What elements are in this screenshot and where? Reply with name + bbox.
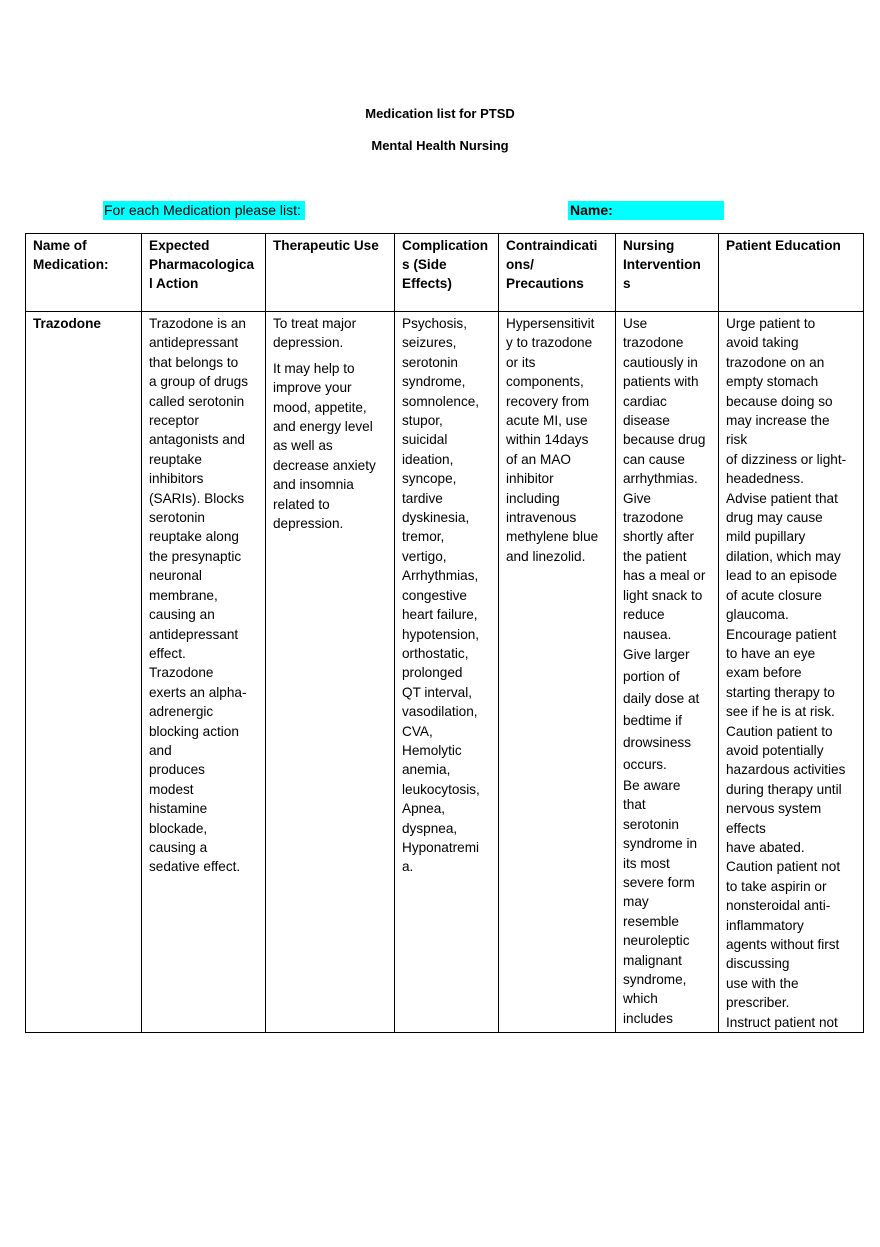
name-field-highlight[interactable] [568, 201, 724, 220]
nursing-paragraph-3: Be aware that serotonin syndrome in its most severe form may resemble neuroleptic malignant syndrome, which includes [623, 777, 698, 1026]
header-medication-name: Name of Medication: [26, 234, 142, 312]
cell-contraindications: Hypersensitivit y to trazodone or its components, recovery from acute MI, use within 14days of an MAO inhibitor including intravenous methylene blue and linezolid. [499, 312, 616, 1033]
nursing-paragraph-1: Use trazodone cautiously in patients with cardiac disease because drug can cause arrhythmias. Give trazodone shortly after the patient has a meal or light snack to reduce nausea. [623, 316, 706, 642]
cell-nursing-interventions [616, 312, 719, 1033]
document-subtitle: Mental Health Nursing [371, 138, 509, 153]
document-title: Medication list for PTSD [365, 106, 515, 121]
instruction-text: For each Medication please list: [104, 202, 301, 218]
header-therapeutic-use: Therapeutic Use [266, 234, 395, 312]
header-patient-education: Patient Education [719, 234, 864, 312]
medication-table [25, 233, 864, 1033]
name-label: Name: [570, 202, 613, 218]
table-header-row [26, 234, 864, 312]
therapeutic-use-paragraph-2: It may help to improve your mood, appetite, and energy level as well as decrease anxiety and insomnia related to depression. [273, 360, 376, 532]
header-nursing-interventions: Nursing Intervention s [616, 234, 719, 312]
cell-pharmacological-action: Trazodone is an antidepressant that belongs to a group of drugs called serotonin receptor antagonists and reuptake inhibitors (SARIs). Blocks serotonin reuptake along the presynaptic neuronal membrane, causing an antidepressant effect. Trazodone exerts an alpha- adrenergic blocking action and produces modest histamine blockade, causing a sedative effect. [142, 312, 266, 1033]
cell-complications: Psychosis, seizures, serotonin syndrome, somnolence, stupor, suicidal ideation, syncope, tardive dyskinesia, tremor, vertigo, Arrhythmias, congestive heart failure, hypotension, orthostatic, prolonged QT interval, vasodilation, CVA, Hemolytic anemia, leukocytosis, Apnea, dyspnea, Hyponatremi a. [395, 312, 499, 1033]
header-complications: Complication s (Side Effects) [395, 234, 499, 312]
cell-patient-education: Urge patient to avoid taking trazodone on an empty stomach because doing so may increase the risk of dizziness or light- headedness. Advise patient that drug may cause mild pupillary dilation, which may lead to an episode of acute closure glaucoma. Encourage patient to have an eye exam before starting therapy to see if he is at risk. Caution patient to avoid potentially hazardous activities during therapy until nervous system effects have abated. Caution patient not to take aspirin or nonsteroidal anti- inflammatory agents without first discussing use with the prescriber. Instruct patient not [719, 312, 864, 1033]
instruction-highlight [103, 201, 305, 220]
header-contraindications: Contraindicati ons/ Precautions [499, 234, 616, 312]
header-pharmacological-action: Expected Pharmacologica l Action [142, 234, 266, 312]
table-row [26, 312, 864, 1033]
cell-therapeutic-use [266, 312, 395, 1033]
therapeutic-use-paragraph-1: To treat major depression. [273, 316, 357, 351]
cell-medication-name: Trazodone [26, 312, 142, 1033]
nursing-paragraph-2: Give larger portion of daily dose at bedtime if drowsiness occurs. [623, 646, 700, 772]
